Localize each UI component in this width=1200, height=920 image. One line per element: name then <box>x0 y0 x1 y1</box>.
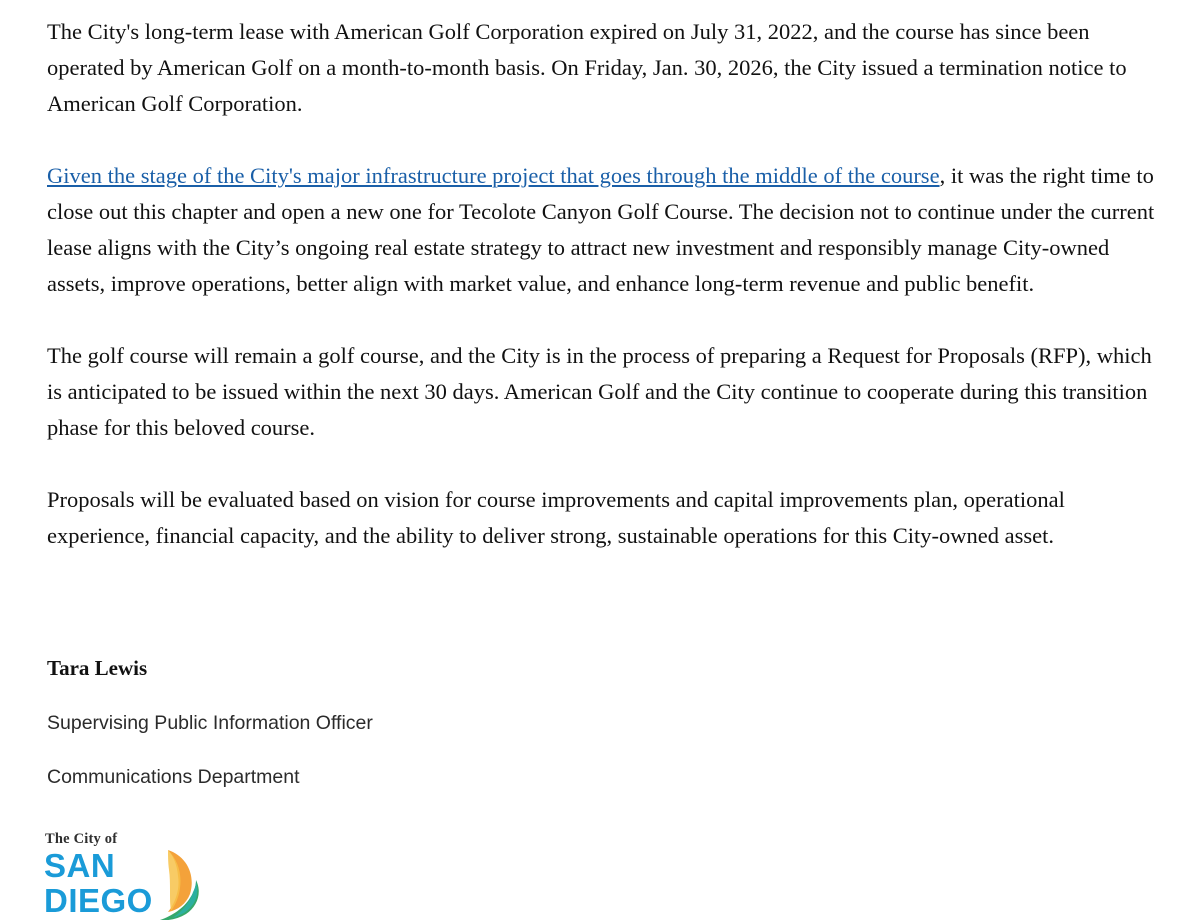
paragraph-lease-termination: The City's long-term lease with American Golf Corporation expired on July 31, 2022, and the course has since been operated by American Golf on a month-to-month basis. On Friday, Jan. 30, 2026, the City issued a termination notice to American Golf Corporation. <box>47 19 1127 116</box>
signature-department: Communications Department <box>47 766 300 788</box>
svg-text:SAN: SAN <box>44 847 116 884</box>
paragraph-infrastructure-rationale <box>47 158 1160 302</box>
signature-name: Tara Lewis <box>47 656 148 680</box>
city-of-san-diego-logo-mark <box>44 828 234 920</box>
city-of-san-diego-logo <box>44 828 234 920</box>
paragraph-rfp-process: The golf course will remain a golf course, and the City is in the process of preparing a Request for Proposals (RFP), which is anticipated to be issued within the next 30 days. American Golf and the City continue to cooperate during this transition phase for this beloved course. <box>47 343 1152 440</box>
svg-text:DIEGO: DIEGO <box>44 882 153 919</box>
paragraph-infrastructure-rationale-text: , it was the right time to close out this chapter and open a new one for Tecolote Canyon Golf Course. The decision not to continue under the current lease aligns with the City’s ongoing real estate strategy to attract new investment and responsibly manage City-owned assets, improve operations, better align with market value, and enhance long-term revenue and public benefit. <box>47 163 1155 296</box>
svg-text:The City of: The City of <box>45 831 118 847</box>
infrastructure-project-link[interactable]: Given the stage of the City's major infrastructure project that goes through the middle of the course <box>47 163 940 188</box>
paragraph-proposal-evaluation: Proposals will be evaluated based on vision for course improvements and capital improvements plan, operational experience, financial capacity, and the ability to deliver strong, sustainable operations for this City-owned asset. <box>47 487 1065 548</box>
signature-title: Supervising Public Information Officer <box>47 712 373 734</box>
signature-block <box>47 654 1160 790</box>
